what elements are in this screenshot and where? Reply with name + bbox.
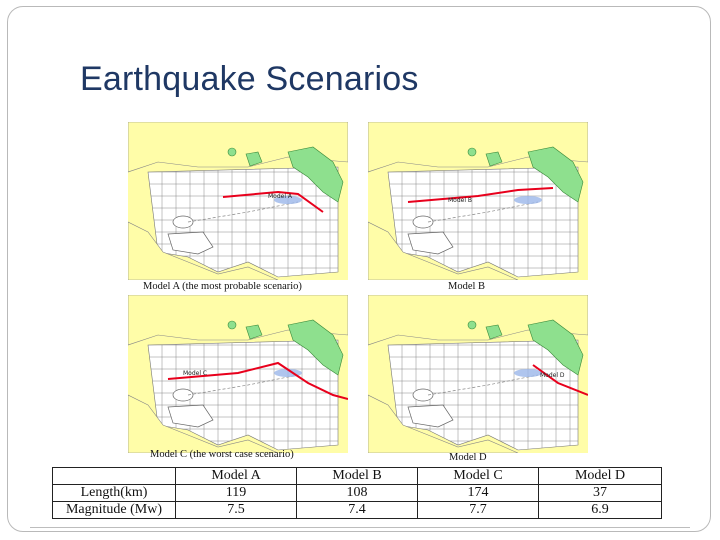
row-label-magnitude: Magnitude (Mw) [53,502,176,519]
slide-bottom-rule [30,527,690,528]
caption-model-d: Model D [449,452,487,463]
table-cell: 119 [176,485,297,502]
scenario-table [52,467,662,519]
table-header-row [53,468,662,485]
table-cell: 174 [418,485,539,502]
map-model-b [368,122,588,280]
table-cell: 7.4 [297,502,418,519]
map-model-d [368,295,588,453]
map-illustration [128,122,348,280]
map-illustration [128,295,348,453]
table-header-cell: Model C [418,468,539,485]
table-cell: 6.9 [539,502,662,519]
map-model-c [128,295,348,453]
table-header-cell: Model B [297,468,418,485]
fault-label: Model C [183,370,208,377]
caption-model-a: Model A (the most probable scenario) [143,281,302,292]
table-cell: 7.7 [418,502,539,519]
fault-label: Model D [540,372,565,379]
row-label-length: Length(km) [53,485,176,502]
fault-label: Model A [268,193,293,200]
map-illustration [368,122,588,280]
map-illustration [368,295,588,453]
caption-model-b: Model B [448,281,486,292]
table-header-cell: Model D [539,468,662,485]
table-corner-cell [53,468,176,485]
table-cell: 7.5 [176,502,297,519]
table-cell: 37 [539,485,662,502]
map-model-a [128,122,348,280]
caption-model-c: Model C (the worst case scenario) [150,449,294,460]
slide-title: Earthquake Scenarios [80,60,419,98]
table-row [53,502,662,519]
table-header-cell: Model A [176,468,297,485]
table-row [53,485,662,502]
fault-label: Model B [448,197,473,204]
table-cell: 108 [297,485,418,502]
